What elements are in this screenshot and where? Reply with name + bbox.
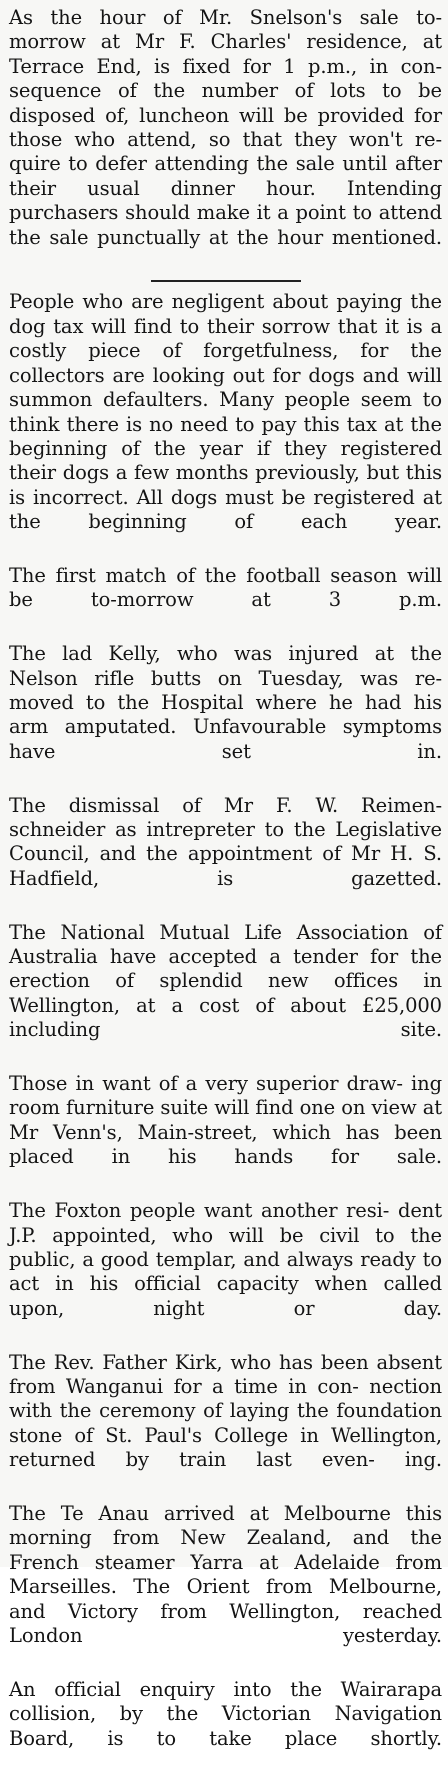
line: disposed of, luncheon will be provided for [9,103,442,127]
paragraph-sale-luncheon [9,6,442,274]
paragraph-dog-tax [9,290,442,558]
line: The Foxton people want another resi- [9,1199,390,1223]
line: those who attend, so that they won't re- [9,128,442,152]
line: S. Hadfield, is gazetted. [9,842,442,890]
line: will summon defaulters. Many people [9,363,442,412]
paragraph-shipping-news [9,1502,442,1673]
line: moved to the Hospital where he [9,690,353,714]
line: purchasers should make it a point to [9,201,372,225]
line: London yesterday. [9,1624,442,1647]
line: The National Mutual Life Association [9,920,409,944]
line: Council, and the appointment of Mr H. [9,842,414,866]
paragraph-mutual-life-offices [9,921,442,1067]
line: quire to defer attending the sale until [9,152,388,176]
line: ready to act in his official capacity when [9,1247,442,1296]
line: each year. [300,510,442,534]
line: had his arm amputated. Unfavourable [9,690,442,739]
paragraph-wairarapa-enquiry [9,1678,442,1775]
line: attend the sale punctually at the hour [9,201,442,249]
line: Board, is to take place shortly. [9,1726,442,1750]
line: ing room furniture suite will find one on [9,1072,442,1120]
line: foundation stone of St. Paul's College in [9,1399,442,1447]
paragraph-interpreter-dismissal [9,794,442,916]
line: called upon, night or day. [9,1272,442,1320]
line: French steamer Yarra at Adelaide from [9,1550,442,1574]
line: Marseilles. The Orient from Melbourne, [9,1575,442,1599]
line: schneider as intrepreter to the Legislative [9,818,442,841]
line: mentioned. [331,225,442,249]
line: after their usual dinner hour. Intending [9,152,442,200]
line: As the hour of Mr. Snelson's sale to- [9,6,442,29]
line: view at Mr Venn's, Main-street, which [9,1096,442,1144]
line: People who are negligent about paying [9,290,403,314]
line: of Australia have accepted a tender for [9,920,442,969]
line: they registered their dogs a few months [9,436,442,485]
line: The lad Kelly, who was injured at the [9,642,442,666]
line: Nelson rifle butts on Tuesday, was re- [9,666,442,690]
line: and Victory from Wellington, reached [9,1599,442,1623]
paragraph-football-match [9,564,442,637]
paragraph-kelly-injury [9,642,442,788]
line: must be registered at the beginning of [9,485,442,534]
line: Wellington, at a cost of about £25,000 [9,993,442,1017]
line: The dismissal of Mr F. W. Reimen- [9,793,442,817]
line: ing. [404,1448,442,1472]
line: The Rev. Father Kirk, who has been [9,1350,369,1374]
line: it is a costly piece of forgetfulness, for [9,314,443,363]
line: will be to-morrow at 3 p.m. [9,563,442,612]
line: nection with the ceremony of laying the [9,1374,442,1423]
line: Those in want of a very superior draw- [9,1072,403,1096]
line: morrow at Mr F. Charles' residence, at [9,30,442,54]
line: the dog tax will find to their sorrow that [9,290,442,338]
line: symptoms have set in. [9,715,442,763]
section-divider [151,280,301,282]
paragraph-father-kirk [9,1351,442,1497]
line: this morning from New Zealand, and the [9,1501,442,1550]
line: has been placed in his hands for sale. [9,1120,442,1169]
paragraph-foxton-jp [9,1199,442,1345]
line: dent J.P. appointed, who will be civil to [9,1199,442,1247]
line: Terrace End, is fixed for 1 p.m., in con- [9,54,442,78]
line: including site. [9,1018,442,1042]
line: the public, a good templar, and always [9,1223,442,1271]
line: collision, by the Victorian Navigation [9,1702,442,1726]
line: previously, but this is incorrect. All dogs [9,461,442,509]
paragraph-furniture-suite [9,1072,442,1194]
line: absent from Wanganui for a time in con- [9,1350,442,1398]
line: An official enquiry into the Wairarapa [9,1677,442,1701]
line: sequence of the number of lots to be [9,79,442,103]
line: the collectors are looking out for dogs and [9,339,442,387]
line: the erection of splendid new offices in [9,945,442,993]
line: Wellington, returned by train last even- [9,1423,442,1472]
line: The first match of the football season [9,563,398,587]
line: this tax at the beginning of the year if [9,412,442,460]
line: The Te Anau arrived at Melbourne [9,1501,391,1525]
line: seem to think there is no need to pay [9,388,442,436]
